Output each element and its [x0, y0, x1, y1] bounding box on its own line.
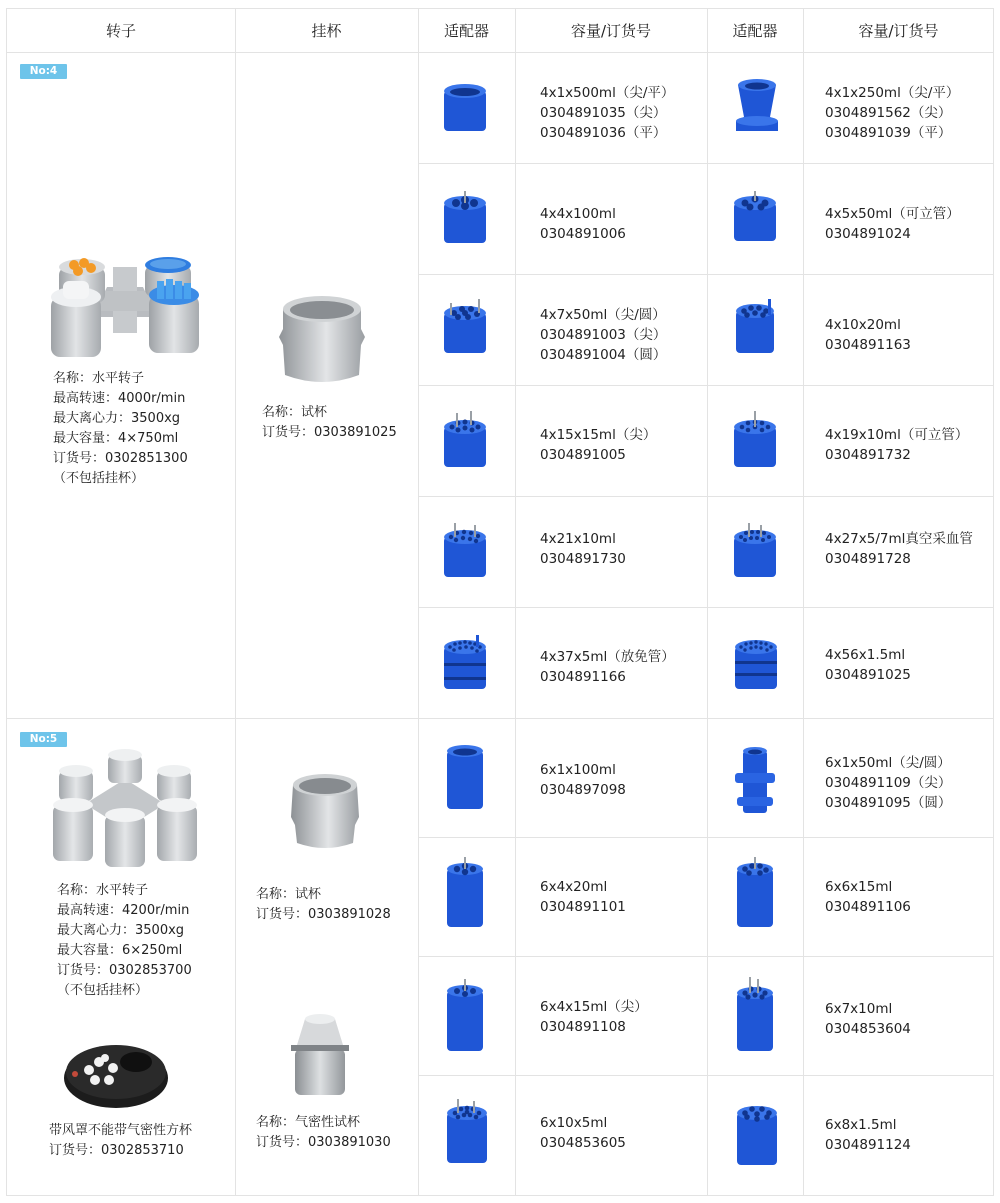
adapter-image [730, 191, 780, 247]
spec-4-1-left-b: 0304891035（尖） [540, 105, 667, 121]
spec-table [6, 8, 994, 1196]
spec-5-1-right-c: 0304891095（圆） [825, 795, 952, 811]
adapter-image [733, 857, 777, 933]
adapter-image [443, 743, 487, 815]
spec-4-6-right-a: 4x56x1.5ml [825, 647, 906, 663]
spec-4-1-right-a: 4x1x250ml（尖/平） [825, 85, 960, 101]
spec-5-3-left-a: 6x4x15ml（尖） [540, 999, 648, 1015]
rotor-4-spec-note: （不包括挂杯） [53, 471, 145, 486]
rotor-5-spec-name: 名称：水平转子 [57, 883, 149, 898]
adapter-image [733, 977, 777, 1057]
adapter-image [440, 299, 490, 359]
spec-5-3-right-b: 0304853604 [825, 1021, 911, 1037]
rotor-5-image [45, 749, 205, 869]
spec-4-3-right-b: 0304891163 [825, 337, 911, 353]
spec-4-5-right-b: 0304891728 [825, 551, 911, 567]
rotor-5-spec-order: 订货号：0302853700 [57, 963, 192, 978]
adapter-image [443, 857, 487, 933]
header-capacity-left: 容量/订货号 [570, 21, 652, 40]
bucket-5-order: 订货号：0303891028 [256, 907, 391, 922]
spec-4-4-left-b: 0304891005 [540, 447, 626, 463]
spec-4-4-right-b: 0304891732 [825, 447, 911, 463]
adapter-image [440, 411, 490, 473]
spec-4-1-left-c: 0304891036（平） [540, 125, 667, 141]
rotor-4-spec-speed: 最高转速：4000r/min [53, 391, 186, 406]
spec-5-1-left-b: 0304897098 [540, 782, 626, 798]
bucket-4-order: 订货号：0303891025 [262, 425, 397, 440]
rotor-4-spec-order: 订货号：0302851300 [53, 451, 188, 466]
section-4-badge: No:4 [20, 64, 67, 79]
airtight-bucket-image [287, 1009, 353, 1101]
rotor-4-spec-force: 最大离心力：3500xg [53, 411, 181, 426]
spec-5-4-right-a: 6x8x1.5ml [825, 1117, 897, 1133]
rotor-4-spec-capacity: 最大容量：4×750ml [53, 431, 179, 446]
spec-5-4-left-b: 0304853605 [540, 1135, 626, 1151]
spec-5-2-left-a: 6x4x20ml [540, 879, 608, 895]
header-adapter-left: 适配器 [443, 21, 489, 40]
rotor-5-spec-note: （不包括挂杯） [57, 983, 149, 998]
header-adapter-right: 适配器 [732, 21, 778, 40]
header-bucket: 挂杯 [311, 21, 342, 40]
spec-4-3-left-c: 0304891004（圆） [540, 347, 667, 363]
bucket-image [277, 289, 367, 389]
rotor-5-spec-speed: 最高转速：4200r/min [57, 903, 190, 918]
spec-5-4-right-b: 0304891124 [825, 1137, 911, 1153]
spec-4-1-left-a: 4x1x500ml（尖/平） [540, 85, 675, 101]
windshield-note: 带风罩不能带气密性方杯 [49, 1123, 193, 1138]
windshield-order: 订货号：0302853710 [49, 1143, 184, 1158]
adapter-image [443, 977, 487, 1057]
spec-4-6-left-a: 4x37x5ml（放免管） [540, 649, 675, 665]
spec-4-3-left-b: 0304891003（尖） [540, 327, 667, 343]
spec-4-2-left-b: 0304891006 [540, 226, 626, 242]
adapter-image [440, 521, 490, 583]
rotor-4-spec-name: 名称：水平转子 [53, 371, 145, 386]
adapter-image [440, 191, 490, 247]
adapter-image [733, 1101, 781, 1173]
airtight-bucket-order: 订货号：0303891030 [256, 1135, 391, 1150]
windshield-lid-image [61, 1034, 171, 1114]
adapter-image [730, 521, 780, 583]
rotor-5-spec-force: 最大离心力：3500xg [57, 923, 185, 938]
header-capacity-right: 容量/订货号 [858, 21, 939, 40]
spec-4-4-right-a: 4x19x10ml（可立管） [825, 427, 969, 443]
spec-4-3-right-a: 4x10x20ml [825, 317, 901, 333]
rotor-4-image [45, 247, 205, 362]
spec-4-5-left-a: 4x21x10ml [540, 531, 616, 547]
spec-4-3-left-a: 4x7x50ml（尖/圆） [540, 307, 666, 323]
spec-5-1-right-a: 6x1x50ml（尖/圆） [825, 755, 951, 771]
rotor-5-spec-capacity: 最大容量：6×250ml [57, 943, 183, 958]
spec-5-3-left-b: 0304891108 [540, 1019, 626, 1035]
spec-4-5-left-b: 0304891730 [540, 551, 626, 567]
adapter-image [730, 633, 782, 695]
header-rotor: 转子 [105, 21, 136, 40]
spec-4-1-right-c: 0304891039（平） [825, 125, 952, 141]
adapter-image [730, 77, 784, 139]
spec-4-4-left-a: 4x15x15ml（尖） [540, 427, 657, 443]
spec-5-1-left-a: 6x1x100ml [540, 762, 616, 778]
airtight-bucket-name: 名称：气密性试杯 [256, 1115, 361, 1130]
spec-5-1-right-b: 0304891109（尖） [825, 775, 952, 791]
adapter-image [730, 299, 780, 359]
spec-4-2-right-b: 0304891024 [825, 226, 911, 242]
spec-4-6-left-b: 0304891166 [540, 669, 626, 685]
spec-4-1-right-b: 0304891562（尖） [825, 105, 952, 121]
spec-5-2-left-b: 0304891101 [540, 899, 626, 915]
bucket-image [287, 771, 363, 851]
adapter-image [440, 83, 490, 137]
section-5-badge: No:5 [20, 732, 67, 747]
adapter-image [440, 633, 490, 695]
spec-5-4-left-a: 6x10x5ml [540, 1115, 608, 1131]
bucket-4-name: 名称：试杯 [262, 405, 328, 420]
spec-4-2-right-a: 4x5x50ml（可立管） [825, 206, 960, 222]
spec-4-5-right-a: 4x27x5/7ml真空采血管 [825, 531, 973, 547]
bucket-5-name: 名称：试杯 [256, 887, 322, 902]
spec-4-6-right-b: 0304891025 [825, 667, 911, 683]
spec-4-2-left-a: 4x4x100ml [540, 206, 616, 222]
adapter-image [730, 411, 780, 473]
adapter-image [443, 1099, 491, 1171]
spec-5-2-right-b: 0304891106 [825, 899, 911, 915]
spec-5-3-right-a: 6x7x10ml [825, 1001, 893, 1017]
adapter-image [731, 743, 779, 819]
spec-5-2-right-a: 6x6x15ml [825, 879, 893, 895]
